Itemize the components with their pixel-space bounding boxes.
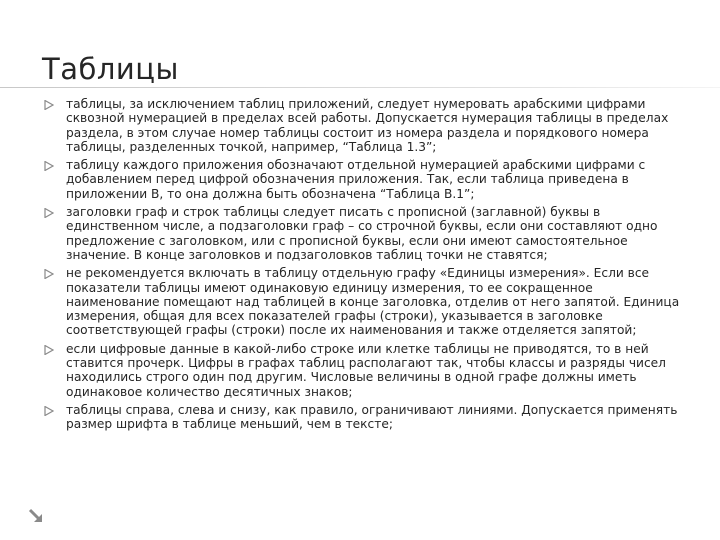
bullet-text: если цифровые данные в какой-либо строке или клетке таблицы не приводятся, то в ней ставится прочерк. Цифры в графах таблиц располагают так, чтобы классы и разряды чисел находились строго один под другим. Числовые величины в одной графе должны иметь одинаковое количество десятичных знаков; <box>66 341 666 399</box>
triangle-right-icon <box>44 100 54 110</box>
bullet-list <box>42 97 682 436</box>
bullet-item <box>42 205 682 262</box>
triangle-right-icon <box>44 161 54 171</box>
bullet-item <box>42 342 682 399</box>
triangle-right-icon <box>44 208 54 218</box>
bullet-text: заголовки граф и строк таблицы следует писать с прописной (заглавной) буквы в единственном числе, а подзаголовки граф – со строчной буквы, если они составляют одно предложение с заголовком, или с прописной буквы, если они имеют самостоятельное значение. В конце заголовков и подзаголовков таблиц точки не ставятся; <box>66 205 658 262</box>
title-divider <box>0 87 720 88</box>
bullet-item <box>42 266 682 337</box>
slide-title: Таблицы <box>42 52 179 86</box>
bullet-item <box>42 97 682 154</box>
bullet-item <box>42 158 682 201</box>
triangle-right-icon <box>44 345 54 355</box>
corner-arrow-icon <box>27 507 45 525</box>
bullet-item <box>42 403 682 432</box>
bullet-text: не рекомендуется включать в таблицу отдельную графу «Единицы измерения». Если все показатели таблицы имеют одинаковую единицу измерения, то ее сокращенное наименование помещают над таблицей в конце заголовка, отделив от него запятой. Единица измерения, общая для всех показателей графы (строки), указывается в заголовке соответствующей графы (строки) после их наименования и также отделяется запятой; <box>66 266 680 338</box>
bullet-text: таблицы, за исключением таблиц приложений, следует нумеровать арабскими цифрами сквозной нумерацией в пределах всей работы. Допускается нумерация таблицы в пределах раздела, в этом случае номер таблицы состоит из номера раздела и порядкового номера таблицы, разделенных точкой, например, “Таблица 1.3”; <box>66 97 669 154</box>
bullet-text: таблицы справа, слева и снизу, как правило, ограничивают линиями. Допускается применять размер шрифта в таблице меньший, чем в тексте; <box>66 402 678 432</box>
bullet-text: таблицу каждого приложения обозначают отдельной нумерацией арабскими цифрами с добавлением перед цифрой обозначения приложения. Так, если таблица приведена в приложении В, то она должна быть обозначена “Таблица В.1”; <box>66 158 646 201</box>
triangle-right-icon <box>44 406 54 416</box>
triangle-right-icon <box>44 269 54 279</box>
